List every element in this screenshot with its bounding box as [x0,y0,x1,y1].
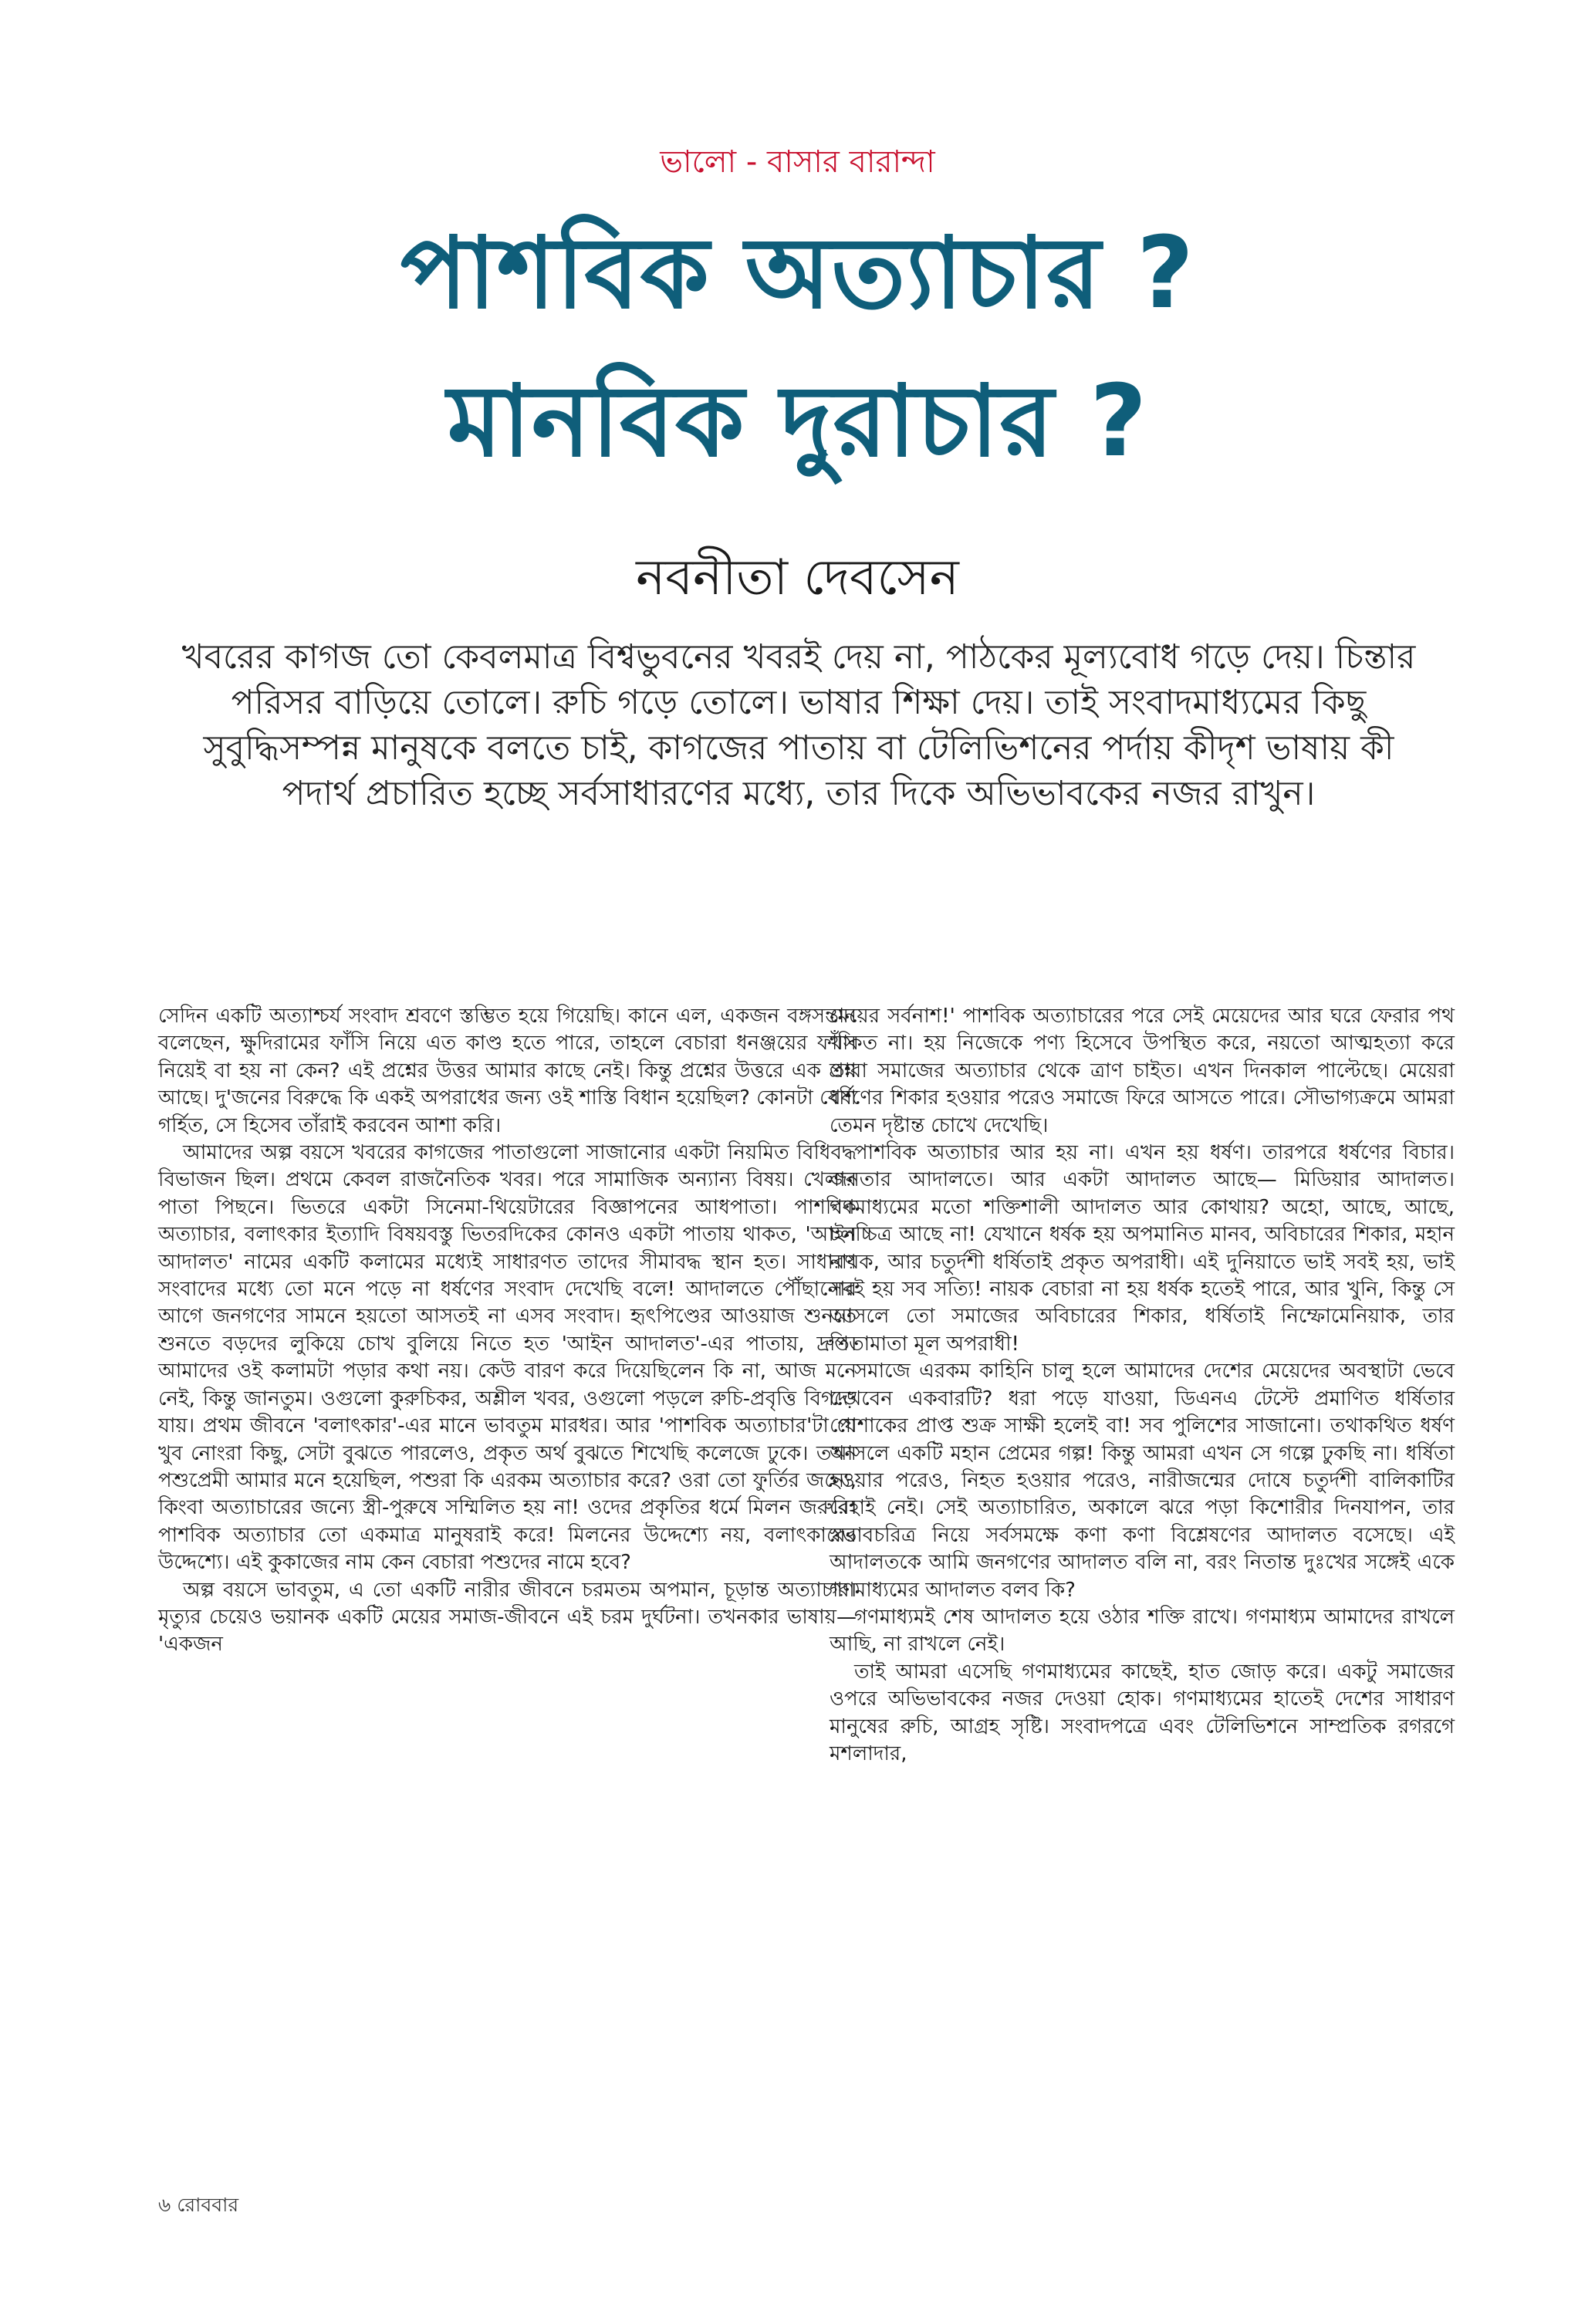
paragraph: সমাজে এরকম কাহিনি চালু হলে আমাদের দেশের মেয়েদের অবস্থাটা ভেবে দেখবেন একবারটি? ধরা পড়ে যাওয়া, ডিএনএ টেস্টে প্রমাণিত ধর্ষিতার পোশাকের প্রাপ্ত শুক্র সাক্ষী হলেই বা! সব পুলিশের সাজানো। তথাকথিত ধর্ষণ আসলে একটি মহান প্রেমের গল্প! কিন্তু আমরা এখন সে গল্পে ঢুকছি না। ধর্ষিতা হওয়ার পরেও, নিহত হওয়ার পরেও, নারীজন্মের দোষে চতুর্দশী বালিকাটির রেহাই নেই। সেই অত্যাচারিত, অকালে ঝরে পড়া কিশোরীর দিনযাপন, তার স্বভাবচরিত্র নিয়ে সর্বসমক্ষে কণা কণা বিশ্লেষণের আদালত বসেছে। এই আদালতকে আমি জনগণের আদালত বলি না, বরং নিতান্ত দুঃখের সঙ্গেই একে গণমাধ্যমের আদালত বলব কি? [830,1360,1455,1602]
headline-line-2: মানবিক দুরাচার ? [447,364,1148,479]
page-folio: ৬ রোববার [158,2194,239,2216]
headline-line-1: পাশবিক অত্যাচার ? [400,216,1195,331]
author-byline: নবনীতা দেবসেন [636,549,959,606]
section-kicker: ভালো - বাসার বারান্দা [660,144,935,180]
paragraph: পাশবিক অত্যাচার আর হয় না। এখন হয় ধর্ষণ। তারপরে ধর্ষণের বিচার। জনতার আদালতে। আর একটা আদালত আছে— মিডিয়ার আদালত। গণমাধ্যমের মতো শক্তিশালী আদালত আর কোথায়? অহো, আছে, আছে, চলচ্চিত্র আছে না! যেখানে ধর্ষক হয় অপমানিত মানব, অবিচারের শিকার, মহান নায়ক, আর চতুর্দশী ধর্ষিতাই প্রকৃত অপরাধী। এই দুনিয়াতে ভাই সবই হয়, ভাই সবই হয় সব সত্যি! নায়ক বেচারা না হয় ধর্ষক হতেই পারে, আর খুনি, কিন্তু সে আসলে তো সমাজের অবিচারের শিকার, ধর্ষিতাই নিম্ফোমেনিয়াক, তার পিতামাতা মূল অপরাধী! [830,1141,1455,1356]
article-column-left [158,1003,857,1659]
paragraph: অল্প বয়সে ভাবতুম, এ তো একটি নারীর জীবনে চরমতম অপমান, চূড়ান্ত অত্যাচার। মৃত্যুর চেয়েও ভয়ানক একটি মেয়ের সমাজ-জীবনে এই চরম দুর্ঘটনা। তখনকার ভাষায়— 'একজন [158,1578,857,1657]
article-column-right [830,1003,1455,1768]
paragraph: মেয়ের সর্বনাশ!' পাশবিক অত্যাচারের পরে সেই মেয়েদের আর ঘরে ফেরার পথ থাকত না। হয় নিজেকে পণ্য হিসেবে উপস্থিত করে, নয়তো আত্মহত্যা করে তারা সমাজের অত্যাচার থেকে ত্রাণ চাইত। এখন দিনকাল পাল্টেছে। মেয়েরা ধর্ষণের শিকার হওয়ার পরেও সমাজে ফিরে আসতে পারে। সৌভাগ্যক্রমে আমরা তেমন দৃষ্টান্ত চোখে দেখেছি। [830,1005,1455,1137]
standfirst: খবরের কাগজ তো কেবলমাত্র বিশ্বভুবনের খবরই দেয় না, পাঠকের মূল্যবোধ গড়ে দেয়। চিন্তার পরিসর বাড়িয়ে তোলে। রুচি গড়ে তোলে। ভাষার শিক্ষা দেয়। তাই সংবাদমাধ্যমের কিছু সুবুদ্ধিসম্পন্ন মানুষকে বলতে চাই, কাগজের পাতায় বা টেলিভিশনের পর্দায় কীদৃশ ভাষায় কী পদার্থ প্রচারিত হচ্ছে সর্বসাধারণের মধ্যে, তার দিকে অভিভাবকের নজর রাখুন। [181,637,1416,813]
paragraph: আমাদের অল্প বয়সে খবরের কাগজের পাতাগুলো সাজানোর একটা নিয়মিত বিধিবদ্ধ বিভাজন ছিল। প্রথমে কেবল রাজনৈতিক খবর। পরে সামাজিক অন্যান্য বিষয়। খেলার পাতা পিছনে। ভিতরে একটা সিনেমা-থিয়েটারের বিজ্ঞাপনের আধপাতা। পাশবিক অত্যাচার, বলাৎকার ইত্যাদি বিষয়বস্তু ভিতরদিকের কোনও একটা পাতায় থাকত, 'আইন আদালত' নামের একটি কলামের মধ্যেই সাধারণত তাদের সীমাবদ্ধ স্থান হত। সাধারণ সংবাদের মধ্যে তো মনে পড়ে না ধর্ষণের সংবাদ দেখেছি বলে! আদালতে পৌঁছানোর আগে জনগণের সামনে হয়তো আসতই না এসব সংবাদ। হৃৎপিণ্ডের আওয়াজ শুনতে শুনতে বড়দের লুকিয়ে চোখ বুলিয়ে নিতে হত 'আইন আদালত'-এর পাতায়, দ্রুত। আমাদের ওই কলামটা পড়ার কথা নয়। কেউ বারণ করে দিয়েছিলেন কি না, আজ মনে নেই, কিন্তু জানতুম। ওগুলো কুরুচিকর, অশ্লীল খবর, ওগুলো পড়লে রুচি-প্রবৃত্তি বিগড়ে যায়। প্রথম জীবনে 'বলাৎকার'-এর মানে ভাবতুম মারধর। আর 'পাশবিক অত্যাচার'টা যে খুব নোংরা কিছু, সেটা বুঝতে পারলেও, প্রকৃত অর্থ বুঝতে শিখেছি কলেজে ঢুকে। তখন পশুপ্রেমী আমার মনে হয়েছিল, পশুরা কি এরকম অত্যাচার করে? ওরা তো ফুর্তির জন্যে, কিংবা অত্যাচারের জন্যে স্ত্রী-পুরুষে সম্মিলিত হয় না! ওদের প্রকৃতির ধর্মে মিলন জরুরি। পাশবিক অত্যাচার তো একমাত্র মানুষরাই করে! মিলনের উদ্দেশ্যে নয়, বলাৎকারের উদ্দেশ্যে। এই কুকাজের নাম কেন বেচারা পশুদের নামে হবে? [158,1141,857,1575]
paragraph: তাই আমরা এসেছি গণমাধ্যমের কাছেই, হাত জোড় করে। একটু সমাজের ওপরে অভিভাবকের নজর দেওয়া হোক। গণমাধ্যমের হাতেই দেশের সাধারণ মানুষের রুচি, আগ্রহ সৃষ্টি। সংবাদপত্রে এবং টেলিভিশনে সাম্প্রতিক রগরগে মশলাদার, [830,1660,1455,1765]
paragraph: সেদিন একটি অত্যাশ্চর্য সংবাদ শ্রবণে স্তম্ভিত হয়ে গিয়েছি। কানে এল, একজন বঙ্গসন্তান বলেছেন, ক্ষুদিরামের ফাঁসি নিয়ে এত কাণ্ড হতে পারে, তাহলে বেচারা ধনঞ্জয়ের ফাঁসি নিয়েই বা হয় না কেন? এই প্রশ্নের উত্তর আমার কাছে নেই। কিন্তু প্রশ্নের উত্তরে এক প্রশ্ন আছে। দু'জনের বিরুদ্ধে কি একই অপরাধের জন্য ওই শাস্তি বিধান হয়েছিল? কোনটা বেশি গর্হিত, সে হিসেব তাঁরাই করবেন আশা করি। [158,1005,857,1137]
paragraph: গণমাধ্যমই শেষ আদালত হয়ে ওঠার শক্তি রাখে। গণমাধ্যম আমাদের রাখলে আছি, না রাখলে নেই। [830,1605,1455,1657]
